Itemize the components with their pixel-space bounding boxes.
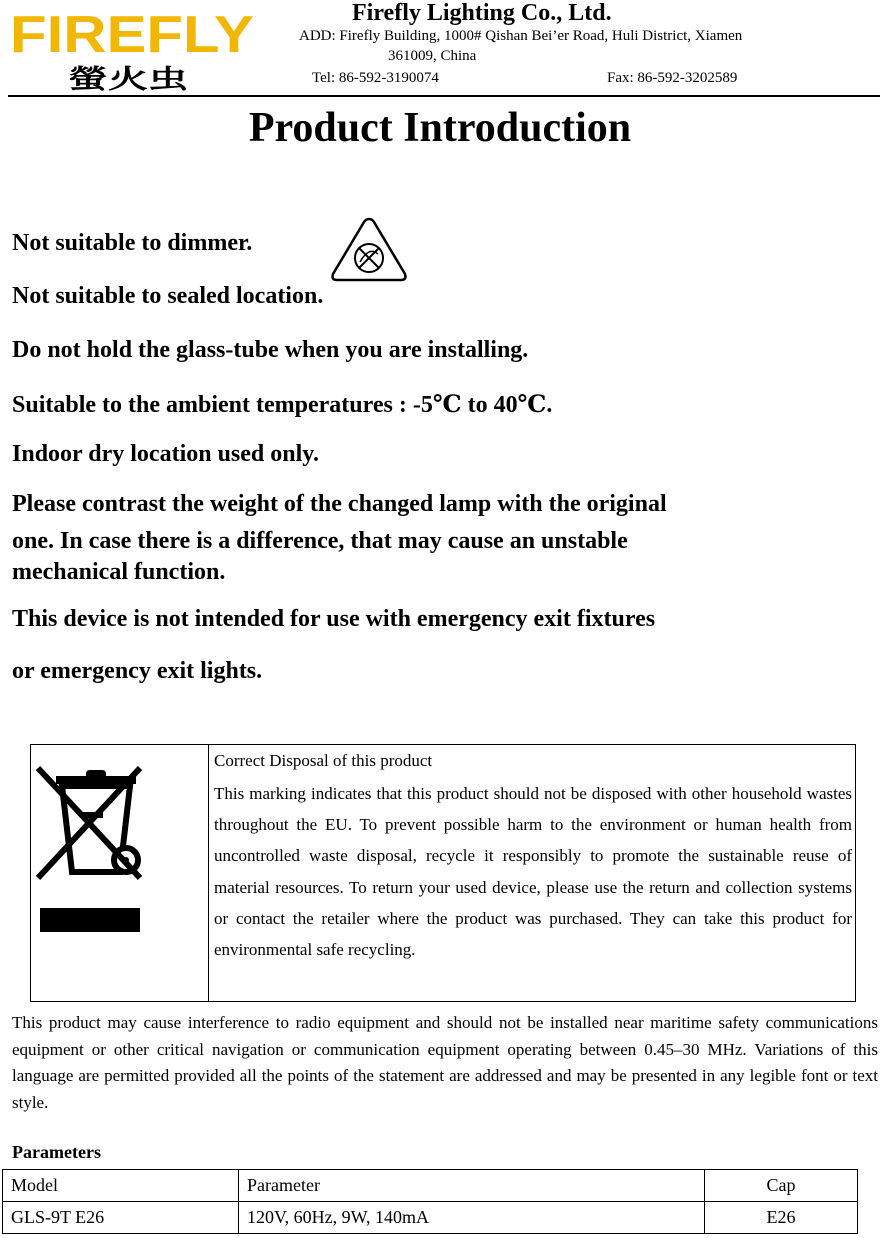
table-header-cell: Parameter: [239, 1170, 705, 1202]
table-header-row: [3, 1170, 858, 1202]
table-header-cell: Model: [3, 1170, 239, 1202]
emergency-statement-line-1: This device is not intended for use with emergency exit fixtures: [12, 606, 656, 632]
logo-wordmark: FIREFLY: [10, 8, 255, 64]
table-cell-parameter: 120V, 60Hz, 9W, 140mA: [239, 1202, 705, 1234]
weight-statement-line-1: Please contrast the weight of the changed lamp with the original: [12, 491, 667, 517]
table-cell-cap: E26: [705, 1202, 858, 1234]
company-logo: [10, 8, 260, 92]
table-row: [3, 1202, 858, 1234]
disposal-heading: Correct Disposal of this product: [214, 751, 433, 770]
page-title: Product Introduction: [248, 105, 632, 151]
no-dimmer-icon: [330, 216, 408, 284]
disposal-box-divider: [208, 744, 209, 1002]
temperature-statement: Suitable to the ambient temperatures : -5℃ to 40℃.: [12, 392, 553, 418]
weight-statement-line-2: one. In case there is a difference, that may cause an unstable: [12, 528, 628, 554]
interference-notice: This product may cause interference to radio equipment and should not be installed near maritime safety communications equipment or other critical navigation or communication equipment operating between 0.45–30 MHz. Variations of this language are permitted provided all the points of the statement are addressed and may be presented in any legible font or text style.: [12, 1013, 878, 1112]
table-cell-model: GLS-9T E26: [3, 1202, 239, 1234]
parameters-label: Parameters: [12, 1142, 101, 1162]
weight-statement-line-3: mechanical function.: [12, 559, 226, 585]
fax: Fax: 86-592-3202589: [607, 70, 738, 86]
logo-chinese: 螢火虫: [68, 65, 188, 92]
parameters-table: [2, 1169, 858, 1234]
header-divider: [8, 95, 880, 97]
address-line-1: ADD: Firefly Building, 1000# Qishan Bei’er Road, Huli District, Xiamen: [299, 28, 743, 44]
telephone: Tel: 86-592-3190074: [312, 70, 439, 86]
sealed-statement: Not suitable to sealed location.: [12, 283, 324, 309]
emergency-statement-line-2: or emergency exit lights.: [12, 658, 263, 684]
weee-crossed-bin-icon: [36, 760, 142, 935]
address-line-2: 361009, China: [388, 48, 477, 64]
disposal-body: This marking indicates that this product should not be disposed with other household wastes throughout the EU. To prevent possible harm to the environment or human health from uncontrolled waste disposal, recycle it responsibly to promote the sustainable reuse of material resources. To return your used device, please use the return and collection systems or contact the retailer where the product was purchased. They can take this product for environmental safe recycling.: [214, 784, 852, 960]
company-name: Firefly Lighting Co., Ltd.: [352, 0, 612, 26]
indoor-statement: Indoor dry location used only.: [12, 441, 319, 467]
dimmer-statement: Not suitable to dimmer.: [12, 230, 253, 256]
glass-statement: Do not hold the glass-tube when you are installing.: [12, 337, 529, 363]
table-header-cell: Cap: [705, 1170, 858, 1202]
